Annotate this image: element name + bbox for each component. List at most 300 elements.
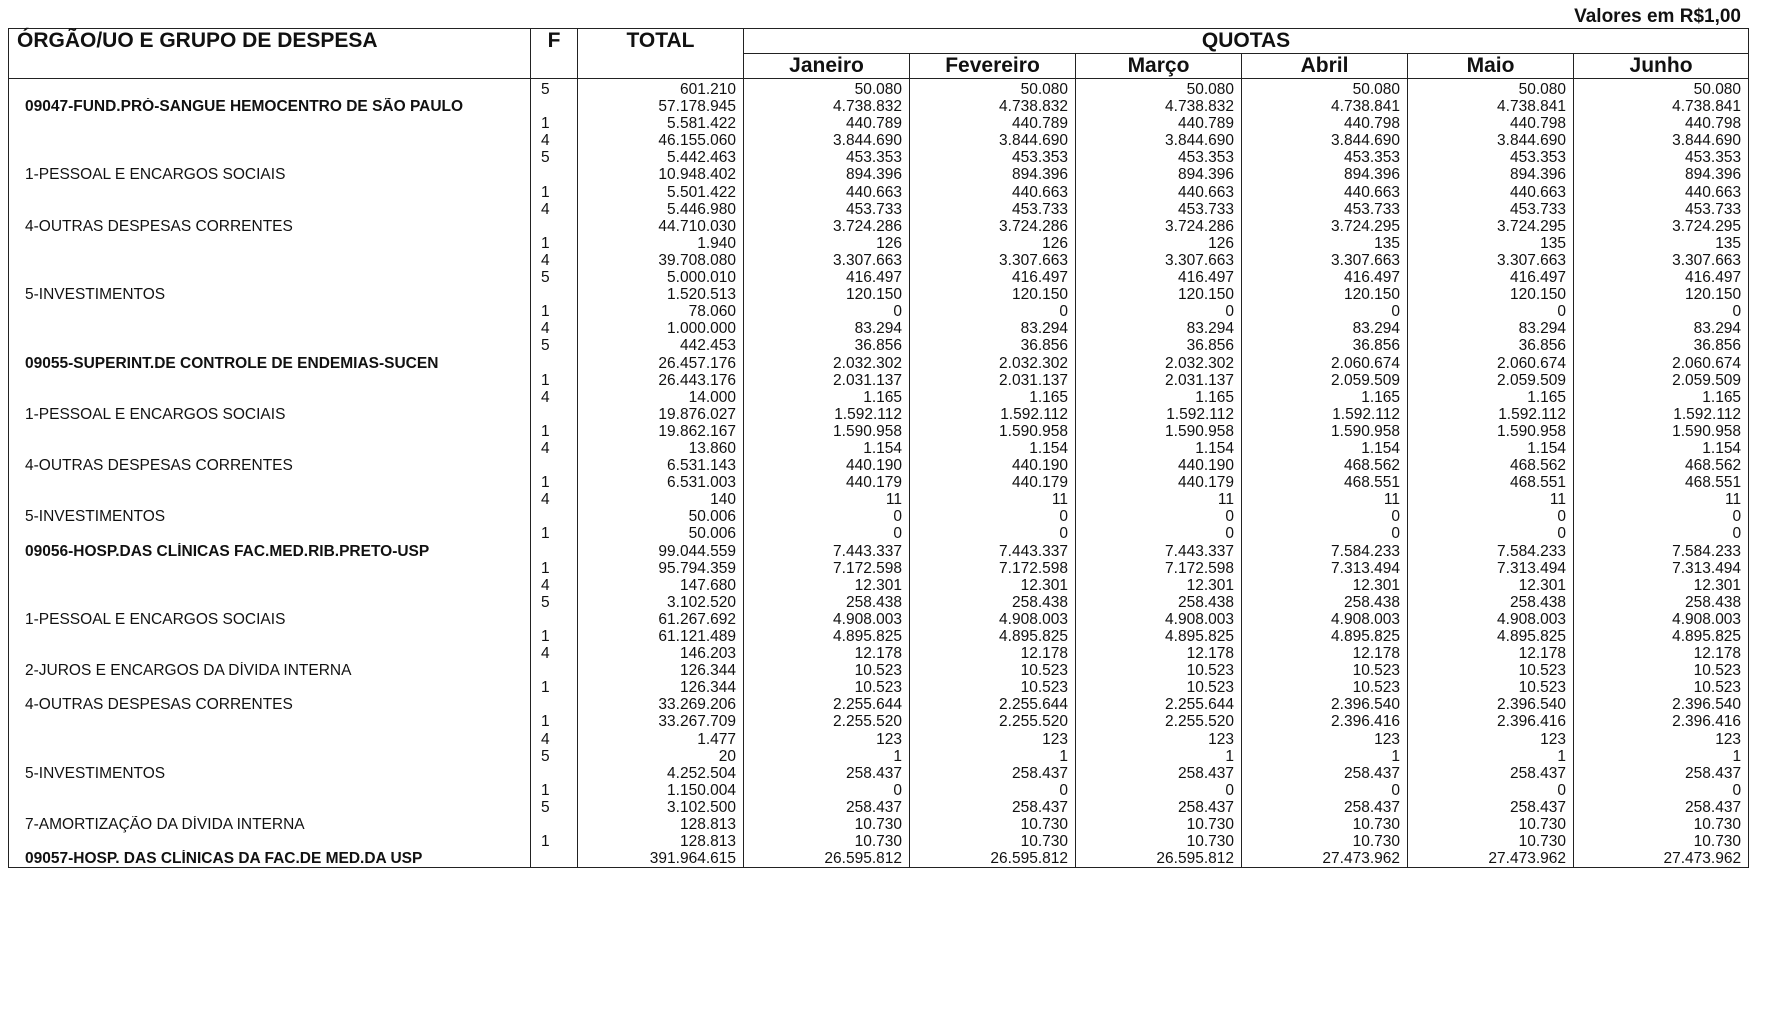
month-quota-cell: 83.294: [744, 320, 910, 337]
expense-group-label: 4-OUTRAS DESPESAS CORRENTES: [9, 218, 531, 235]
month-quota-cell: 1.590.958: [910, 423, 1076, 440]
month-quota-cell: 894.396: [1574, 166, 1749, 183]
expense-group-label: [9, 833, 531, 850]
month-quota-cell: 3.844.690: [1574, 132, 1749, 149]
total-cell: 46.155.060: [578, 132, 744, 149]
month-quota-cell: 0: [1076, 782, 1242, 799]
month-quota-cell: 1.154: [1076, 440, 1242, 457]
month-quota-cell: 3.307.663: [1242, 252, 1408, 269]
orgao-unit-label: 09056-HOSP.DAS CLÍNICAS FAC.MED.RIB.PRETO-USP: [9, 543, 531, 560]
month-quota-cell: 36.856: [910, 337, 1076, 354]
month-quota-cell: 2.060.674: [1408, 355, 1574, 372]
month-quota-cell: 2.396.416: [1574, 713, 1749, 730]
month-quota-cell: 10.730: [1408, 833, 1574, 850]
fonte-cell: [531, 218, 578, 235]
fonte-cell: 4: [531, 320, 578, 337]
total-cell: 5.581.422: [578, 115, 744, 132]
total-cell: 442.453: [578, 337, 744, 354]
total-cell: 33.267.709: [578, 713, 744, 730]
month-quota-cell: 894.396: [910, 166, 1076, 183]
month-quota-cell: 3.307.663: [744, 252, 910, 269]
month-quota-cell: 440.179: [1076, 474, 1242, 491]
total-cell: 57.178.945: [578, 98, 744, 115]
month-quota-cell: 27.473.962: [1408, 850, 1574, 868]
fonte-cell: [531, 98, 578, 115]
table-row: [9, 765, 1749, 782]
month-quota-cell: 3.844.690: [744, 132, 910, 149]
month-quota-cell: 4.738.841: [1408, 98, 1574, 115]
month-quota-cell: 123: [744, 731, 910, 748]
month-quota-cell: 7.313.494: [1408, 560, 1574, 577]
month-quota-cell: 453.353: [1242, 149, 1408, 166]
month-quota-cell: 27.473.962: [1242, 850, 1408, 868]
total-cell: 140: [578, 491, 744, 508]
table-row: [9, 611, 1749, 628]
table-row: [9, 201, 1749, 218]
fonte-cell: [531, 765, 578, 782]
month-quota-cell: 1.165: [910, 389, 1076, 406]
month-quota-cell: 50.080: [1242, 79, 1408, 99]
table-row: [9, 748, 1749, 765]
month-quota-cell: 4.908.003: [1242, 611, 1408, 628]
expense-group-label: 4-OUTRAS DESPESAS CORRENTES: [9, 457, 531, 474]
month-quota-cell: 2.031.137: [1076, 372, 1242, 389]
month-quota-cell: 1.590.958: [1574, 423, 1749, 440]
month-quota-cell: 10.523: [910, 679, 1076, 696]
expense-group-label: [9, 235, 531, 252]
fonte-cell: 1: [531, 115, 578, 132]
table-row: [9, 389, 1749, 406]
month-quota-cell: 120.150: [910, 286, 1076, 303]
month-quota-cell: 440.789: [1076, 115, 1242, 132]
total-cell: 33.269.206: [578, 696, 744, 713]
month-quota-cell: 258.437: [1408, 765, 1574, 782]
total-cell: 19.862.167: [578, 423, 744, 440]
table-row: [9, 474, 1749, 491]
expense-group-label: 5-INVESTIMENTOS: [9, 286, 531, 303]
expense-group-label: [9, 303, 531, 320]
month-quota-cell: 894.396: [744, 166, 910, 183]
month-quota-cell: 83.294: [910, 320, 1076, 337]
month-quota-cell: 2.396.540: [1242, 696, 1408, 713]
month-quota-cell: 120.150: [1076, 286, 1242, 303]
total-cell: 19.876.027: [578, 406, 744, 423]
month-quota-cell: 3.724.286: [910, 218, 1076, 235]
month-quota-cell: 10.730: [1076, 833, 1242, 850]
month-quota-cell: 1.592.112: [1242, 406, 1408, 423]
fonte-cell: 4: [531, 201, 578, 218]
month-quota-cell: 258.437: [1076, 765, 1242, 782]
table-row: [9, 662, 1749, 679]
month-quota-cell: 416.497: [910, 269, 1076, 286]
total-cell: 1.520.513: [578, 286, 744, 303]
table-row: [9, 782, 1749, 799]
month-quota-cell: 4.908.003: [910, 611, 1076, 628]
total-cell: 99.044.559: [578, 543, 744, 560]
month-quota-cell: 10.523: [1574, 679, 1749, 696]
fonte-cell: 1: [531, 628, 578, 645]
expense-group-label: 1-PESSOAL E ENCARGOS SOCIAIS: [9, 166, 531, 183]
month-quota-cell: 10.730: [910, 833, 1076, 850]
total-cell: 147.680: [578, 577, 744, 594]
month-quota-cell: 453.733: [1574, 201, 1749, 218]
header-month: Março: [1076, 54, 1242, 79]
fonte-cell: [531, 543, 578, 560]
month-quota-cell: 50.080: [1408, 79, 1574, 99]
expense-group-label: [9, 252, 531, 269]
month-quota-cell: 1.592.112: [910, 406, 1076, 423]
month-quota-cell: 12.178: [1574, 645, 1749, 662]
total-cell: 1.150.004: [578, 782, 744, 799]
table-row: [9, 406, 1749, 423]
month-quota-cell: 50.080: [910, 79, 1076, 99]
expense-group-label: 1-PESSOAL E ENCARGOS SOCIAIS: [9, 611, 531, 628]
expense-group-label: 2-JUROS E ENCARGOS DA DÍVIDA INTERNA: [9, 662, 531, 679]
month-quota-cell: 12.301: [1076, 577, 1242, 594]
expense-group-label: [9, 713, 531, 730]
expense-group-label: [9, 320, 531, 337]
month-quota-cell: 1.165: [1408, 389, 1574, 406]
header-quotas: QUOTAS: [744, 29, 1749, 54]
month-quota-cell: 10.730: [1408, 816, 1574, 833]
month-quota-cell: 258.438: [1076, 594, 1242, 611]
month-quota-cell: 1.165: [744, 389, 910, 406]
month-quota-cell: 440.798: [1574, 115, 1749, 132]
fonte-cell: 1: [531, 525, 578, 542]
fonte-cell: [531, 662, 578, 679]
month-quota-cell: 11: [1076, 491, 1242, 508]
month-quota-cell: 0: [744, 508, 910, 525]
month-quota-cell: 258.438: [1574, 594, 1749, 611]
expense-group-label: 4-OUTRAS DESPESAS CORRENTES: [9, 696, 531, 713]
fonte-cell: [531, 355, 578, 372]
month-quota-cell: 10.730: [1076, 816, 1242, 833]
fonte-cell: 1: [531, 235, 578, 252]
month-quota-cell: 468.551: [1574, 474, 1749, 491]
month-quota-cell: 2.031.137: [910, 372, 1076, 389]
month-quota-cell: 1.165: [1242, 389, 1408, 406]
month-quota-cell: 7.443.337: [1076, 543, 1242, 560]
expense-group-label: [9, 269, 531, 286]
fonte-cell: 5: [531, 337, 578, 354]
table-row: [9, 696, 1749, 713]
month-quota-cell: 10.730: [1242, 816, 1408, 833]
table-row: [9, 303, 1749, 320]
month-quota-cell: 440.663: [1076, 184, 1242, 201]
month-quota-cell: 7.443.337: [910, 543, 1076, 560]
month-quota-cell: 12.301: [1408, 577, 1574, 594]
month-quota-cell: 7.313.494: [1242, 560, 1408, 577]
month-quota-cell: 1.154: [1574, 440, 1749, 457]
table-row: [9, 799, 1749, 816]
total-cell: 3.102.500: [578, 799, 744, 816]
month-quota-cell: 10.730: [744, 833, 910, 850]
month-quota-cell: 258.437: [910, 765, 1076, 782]
month-quota-cell: 126: [1076, 235, 1242, 252]
month-quota-cell: 0: [1408, 508, 1574, 525]
expense-group-label: [9, 440, 531, 457]
month-quota-cell: 4.908.003: [744, 611, 910, 628]
table-row: [9, 440, 1749, 457]
orgao-unit-label: 09057-HOSP. DAS CLÍNICAS DA FAC.DE MED.DA USP: [9, 850, 531, 868]
month-quota-cell: 1.154: [910, 440, 1076, 457]
month-quota-cell: 416.497: [1574, 269, 1749, 286]
month-quota-cell: 258.437: [744, 799, 910, 816]
month-quota-cell: 123: [1574, 731, 1749, 748]
month-quota-cell: 4.908.003: [1574, 611, 1749, 628]
month-quota-cell: 1: [910, 748, 1076, 765]
month-quota-cell: 3.724.286: [744, 218, 910, 235]
month-quota-cell: 1.165: [1076, 389, 1242, 406]
month-quota-cell: 2.255.644: [1076, 696, 1242, 713]
total-cell: 39.708.080: [578, 252, 744, 269]
month-quota-cell: 258.437: [1242, 799, 1408, 816]
month-quota-cell: 10.523: [1574, 662, 1749, 679]
month-quota-cell: 440.663: [1242, 184, 1408, 201]
month-quota-cell: 440.798: [1408, 115, 1574, 132]
month-quota-cell: 1: [1574, 748, 1749, 765]
month-quota-cell: 4.908.003: [1076, 611, 1242, 628]
month-quota-cell: 440.789: [910, 115, 1076, 132]
total-cell: 13.860: [578, 440, 744, 457]
month-quota-cell: 50.080: [1076, 79, 1242, 99]
month-quota-cell: 440.663: [910, 184, 1076, 201]
table-row: [9, 355, 1749, 372]
month-quota-cell: 453.733: [910, 201, 1076, 218]
fonte-cell: [531, 406, 578, 423]
month-quota-cell: 50.080: [1574, 79, 1749, 99]
table-row: [9, 713, 1749, 730]
month-quota-cell: 26.595.812: [744, 850, 910, 868]
total-cell: 50.006: [578, 525, 744, 542]
header-month: Abril: [1242, 54, 1408, 79]
month-quota-cell: 440.663: [744, 184, 910, 201]
fonte-cell: 4: [531, 731, 578, 748]
month-quota-cell: 10.523: [1076, 679, 1242, 696]
month-quota-cell: 894.396: [1408, 166, 1574, 183]
expense-group-label: [9, 474, 531, 491]
expense-group-label: [9, 389, 531, 406]
table-row: [9, 816, 1749, 833]
month-quota-cell: 3.724.295: [1574, 218, 1749, 235]
fonte-cell: 1: [531, 560, 578, 577]
month-quota-cell: 453.353: [744, 149, 910, 166]
month-quota-cell: 3.307.663: [1408, 252, 1574, 269]
month-quota-cell: 416.497: [744, 269, 910, 286]
month-quota-cell: 3.307.663: [1574, 252, 1749, 269]
month-quota-cell: 3.844.690: [1242, 132, 1408, 149]
month-quota-cell: 126: [910, 235, 1076, 252]
expense-group-label: [9, 679, 531, 696]
month-quota-cell: 1.154: [1242, 440, 1408, 457]
month-quota-cell: 440.789: [744, 115, 910, 132]
expense-group-label: [9, 79, 531, 99]
month-quota-cell: 10.523: [1242, 679, 1408, 696]
table-row: [9, 166, 1749, 183]
month-quota-cell: 123: [1076, 731, 1242, 748]
month-quota-cell: 894.396: [1076, 166, 1242, 183]
table-row: [9, 269, 1749, 286]
month-quota-cell: 12.301: [910, 577, 1076, 594]
month-quota-cell: 4.895.825: [744, 628, 910, 645]
month-quota-cell: 2.059.509: [1242, 372, 1408, 389]
month-quota-cell: 416.497: [1076, 269, 1242, 286]
month-quota-cell: 0: [1408, 525, 1574, 542]
month-quota-cell: 0: [1242, 525, 1408, 542]
total-cell: 6.531.143: [578, 457, 744, 474]
month-quota-cell: 2.059.509: [1574, 372, 1749, 389]
month-quota-cell: 2.059.509: [1408, 372, 1574, 389]
month-quota-cell: 258.437: [1574, 765, 1749, 782]
month-quota-cell: 12.178: [1242, 645, 1408, 662]
units-label: Valores em R$1,00: [1574, 6, 1741, 27]
table-row: [9, 184, 1749, 201]
month-quota-cell: 0: [1408, 782, 1574, 799]
month-quota-cell: 10.523: [1408, 662, 1574, 679]
month-quota-cell: 7.172.598: [1076, 560, 1242, 577]
month-quota-cell: 258.437: [1076, 799, 1242, 816]
table-row: [9, 235, 1749, 252]
month-quota-cell: 2.396.540: [1574, 696, 1749, 713]
month-quota-cell: 453.733: [744, 201, 910, 218]
month-quota-cell: 26.595.812: [1076, 850, 1242, 868]
fonte-cell: 5: [531, 79, 578, 99]
month-quota-cell: 468.551: [1408, 474, 1574, 491]
month-quota-cell: 123: [1242, 731, 1408, 748]
month-quota-cell: 4.738.841: [1242, 98, 1408, 115]
table-row: [9, 372, 1749, 389]
month-quota-cell: 2.060.674: [1574, 355, 1749, 372]
total-cell: 61.267.692: [578, 611, 744, 628]
month-quota-cell: 12.301: [744, 577, 910, 594]
fonte-cell: [531, 611, 578, 628]
month-quota-cell: 12.301: [1242, 577, 1408, 594]
table-row: [9, 679, 1749, 696]
month-quota-cell: 440.190: [744, 457, 910, 474]
month-quota-cell: 1.592.112: [1076, 406, 1242, 423]
month-quota-cell: 10.730: [910, 816, 1076, 833]
month-quota-cell: 440.663: [1574, 184, 1749, 201]
total-cell: 78.060: [578, 303, 744, 320]
month-quota-cell: 135: [1574, 235, 1749, 252]
month-quota-cell: 2.396.416: [1242, 713, 1408, 730]
month-quota-cell: 120.150: [744, 286, 910, 303]
month-quota-cell: 4.895.825: [1574, 628, 1749, 645]
expense-group-label: [9, 577, 531, 594]
month-quota-cell: 7.172.598: [744, 560, 910, 577]
header-month: Fevereiro: [910, 54, 1076, 79]
fonte-cell: 5: [531, 799, 578, 816]
expense-group-label: [9, 525, 531, 542]
expense-group-label: [9, 594, 531, 611]
total-cell: 1.477: [578, 731, 744, 748]
fonte-cell: 1: [531, 679, 578, 696]
month-quota-cell: 120.150: [1408, 286, 1574, 303]
month-quota-cell: 83.294: [1408, 320, 1574, 337]
month-quota-cell: 3.307.663: [910, 252, 1076, 269]
month-quota-cell: 27.473.962: [1574, 850, 1749, 868]
month-quota-cell: 0: [1242, 303, 1408, 320]
fonte-cell: 1: [531, 184, 578, 201]
total-cell: 50.006: [578, 508, 744, 525]
month-quota-cell: 0: [1574, 303, 1749, 320]
month-quota-cell: 4.738.841: [1574, 98, 1749, 115]
total-cell: 391.964.615: [578, 850, 744, 868]
total-cell: 128.813: [578, 833, 744, 850]
header-orgao: ÓRGÃO/UO E GRUPO DE DESPESA: [9, 29, 531, 79]
month-quota-cell: 3.724.286: [1076, 218, 1242, 235]
expense-group-label: [9, 560, 531, 577]
month-quota-cell: 4.895.825: [1408, 628, 1574, 645]
table-row: [9, 731, 1749, 748]
month-quota-cell: 0: [910, 508, 1076, 525]
month-quota-cell: 11: [910, 491, 1076, 508]
month-quota-cell: 11: [1574, 491, 1749, 508]
month-quota-cell: 0: [744, 525, 910, 542]
month-quota-cell: 1.165: [1574, 389, 1749, 406]
fonte-cell: [531, 696, 578, 713]
total-cell: 10.948.402: [578, 166, 744, 183]
month-quota-cell: 10.523: [1408, 679, 1574, 696]
table-row: [9, 645, 1749, 662]
month-quota-cell: 1.154: [744, 440, 910, 457]
total-cell: 26.443.176: [578, 372, 744, 389]
table-row: [9, 218, 1749, 235]
month-quota-cell: 135: [1408, 235, 1574, 252]
expense-group-label: [9, 491, 531, 508]
table-row: [9, 850, 1749, 868]
fonte-cell: [531, 457, 578, 474]
table-row: [9, 286, 1749, 303]
month-quota-cell: 10.523: [910, 662, 1076, 679]
fonte-cell: 4: [531, 252, 578, 269]
month-quota-cell: 1.590.958: [1408, 423, 1574, 440]
month-quota-cell: 468.562: [1408, 457, 1574, 474]
month-quota-cell: 0: [1076, 303, 1242, 320]
expense-group-label: 1-PESSOAL E ENCARGOS SOCIAIS: [9, 406, 531, 423]
expense-group-label: 5-INVESTIMENTOS: [9, 765, 531, 782]
month-quota-cell: 0: [1242, 508, 1408, 525]
month-quota-cell: 7.443.337: [744, 543, 910, 560]
month-quota-cell: 126: [744, 235, 910, 252]
month-quota-cell: 10.523: [744, 679, 910, 696]
total-cell: 601.210: [578, 79, 744, 99]
month-quota-cell: 120.150: [1574, 286, 1749, 303]
month-quota-cell: 0: [1408, 303, 1574, 320]
month-quota-cell: 0: [744, 303, 910, 320]
month-quota-cell: 0: [910, 525, 1076, 542]
table-row: [9, 543, 1749, 560]
month-quota-cell: 4.738.832: [910, 98, 1076, 115]
expense-group-label: [9, 799, 531, 816]
month-quota-cell: 26.595.812: [910, 850, 1076, 868]
fonte-cell: 5: [531, 748, 578, 765]
table-row: [9, 833, 1749, 850]
month-quota-cell: 36.856: [1408, 337, 1574, 354]
expense-group-label: [9, 149, 531, 166]
expense-group-label: [9, 337, 531, 354]
month-quota-cell: 10.523: [1242, 662, 1408, 679]
month-quota-cell: 10.730: [1574, 833, 1749, 850]
month-quota-cell: 1.590.958: [744, 423, 910, 440]
month-quota-cell: 258.437: [744, 765, 910, 782]
total-cell: 44.710.030: [578, 218, 744, 235]
month-quota-cell: 1.592.112: [1408, 406, 1574, 423]
month-quota-cell: 12.178: [1408, 645, 1574, 662]
expense-group-label: [9, 748, 531, 765]
table-row: [9, 594, 1749, 611]
fonte-cell: 4: [531, 440, 578, 457]
